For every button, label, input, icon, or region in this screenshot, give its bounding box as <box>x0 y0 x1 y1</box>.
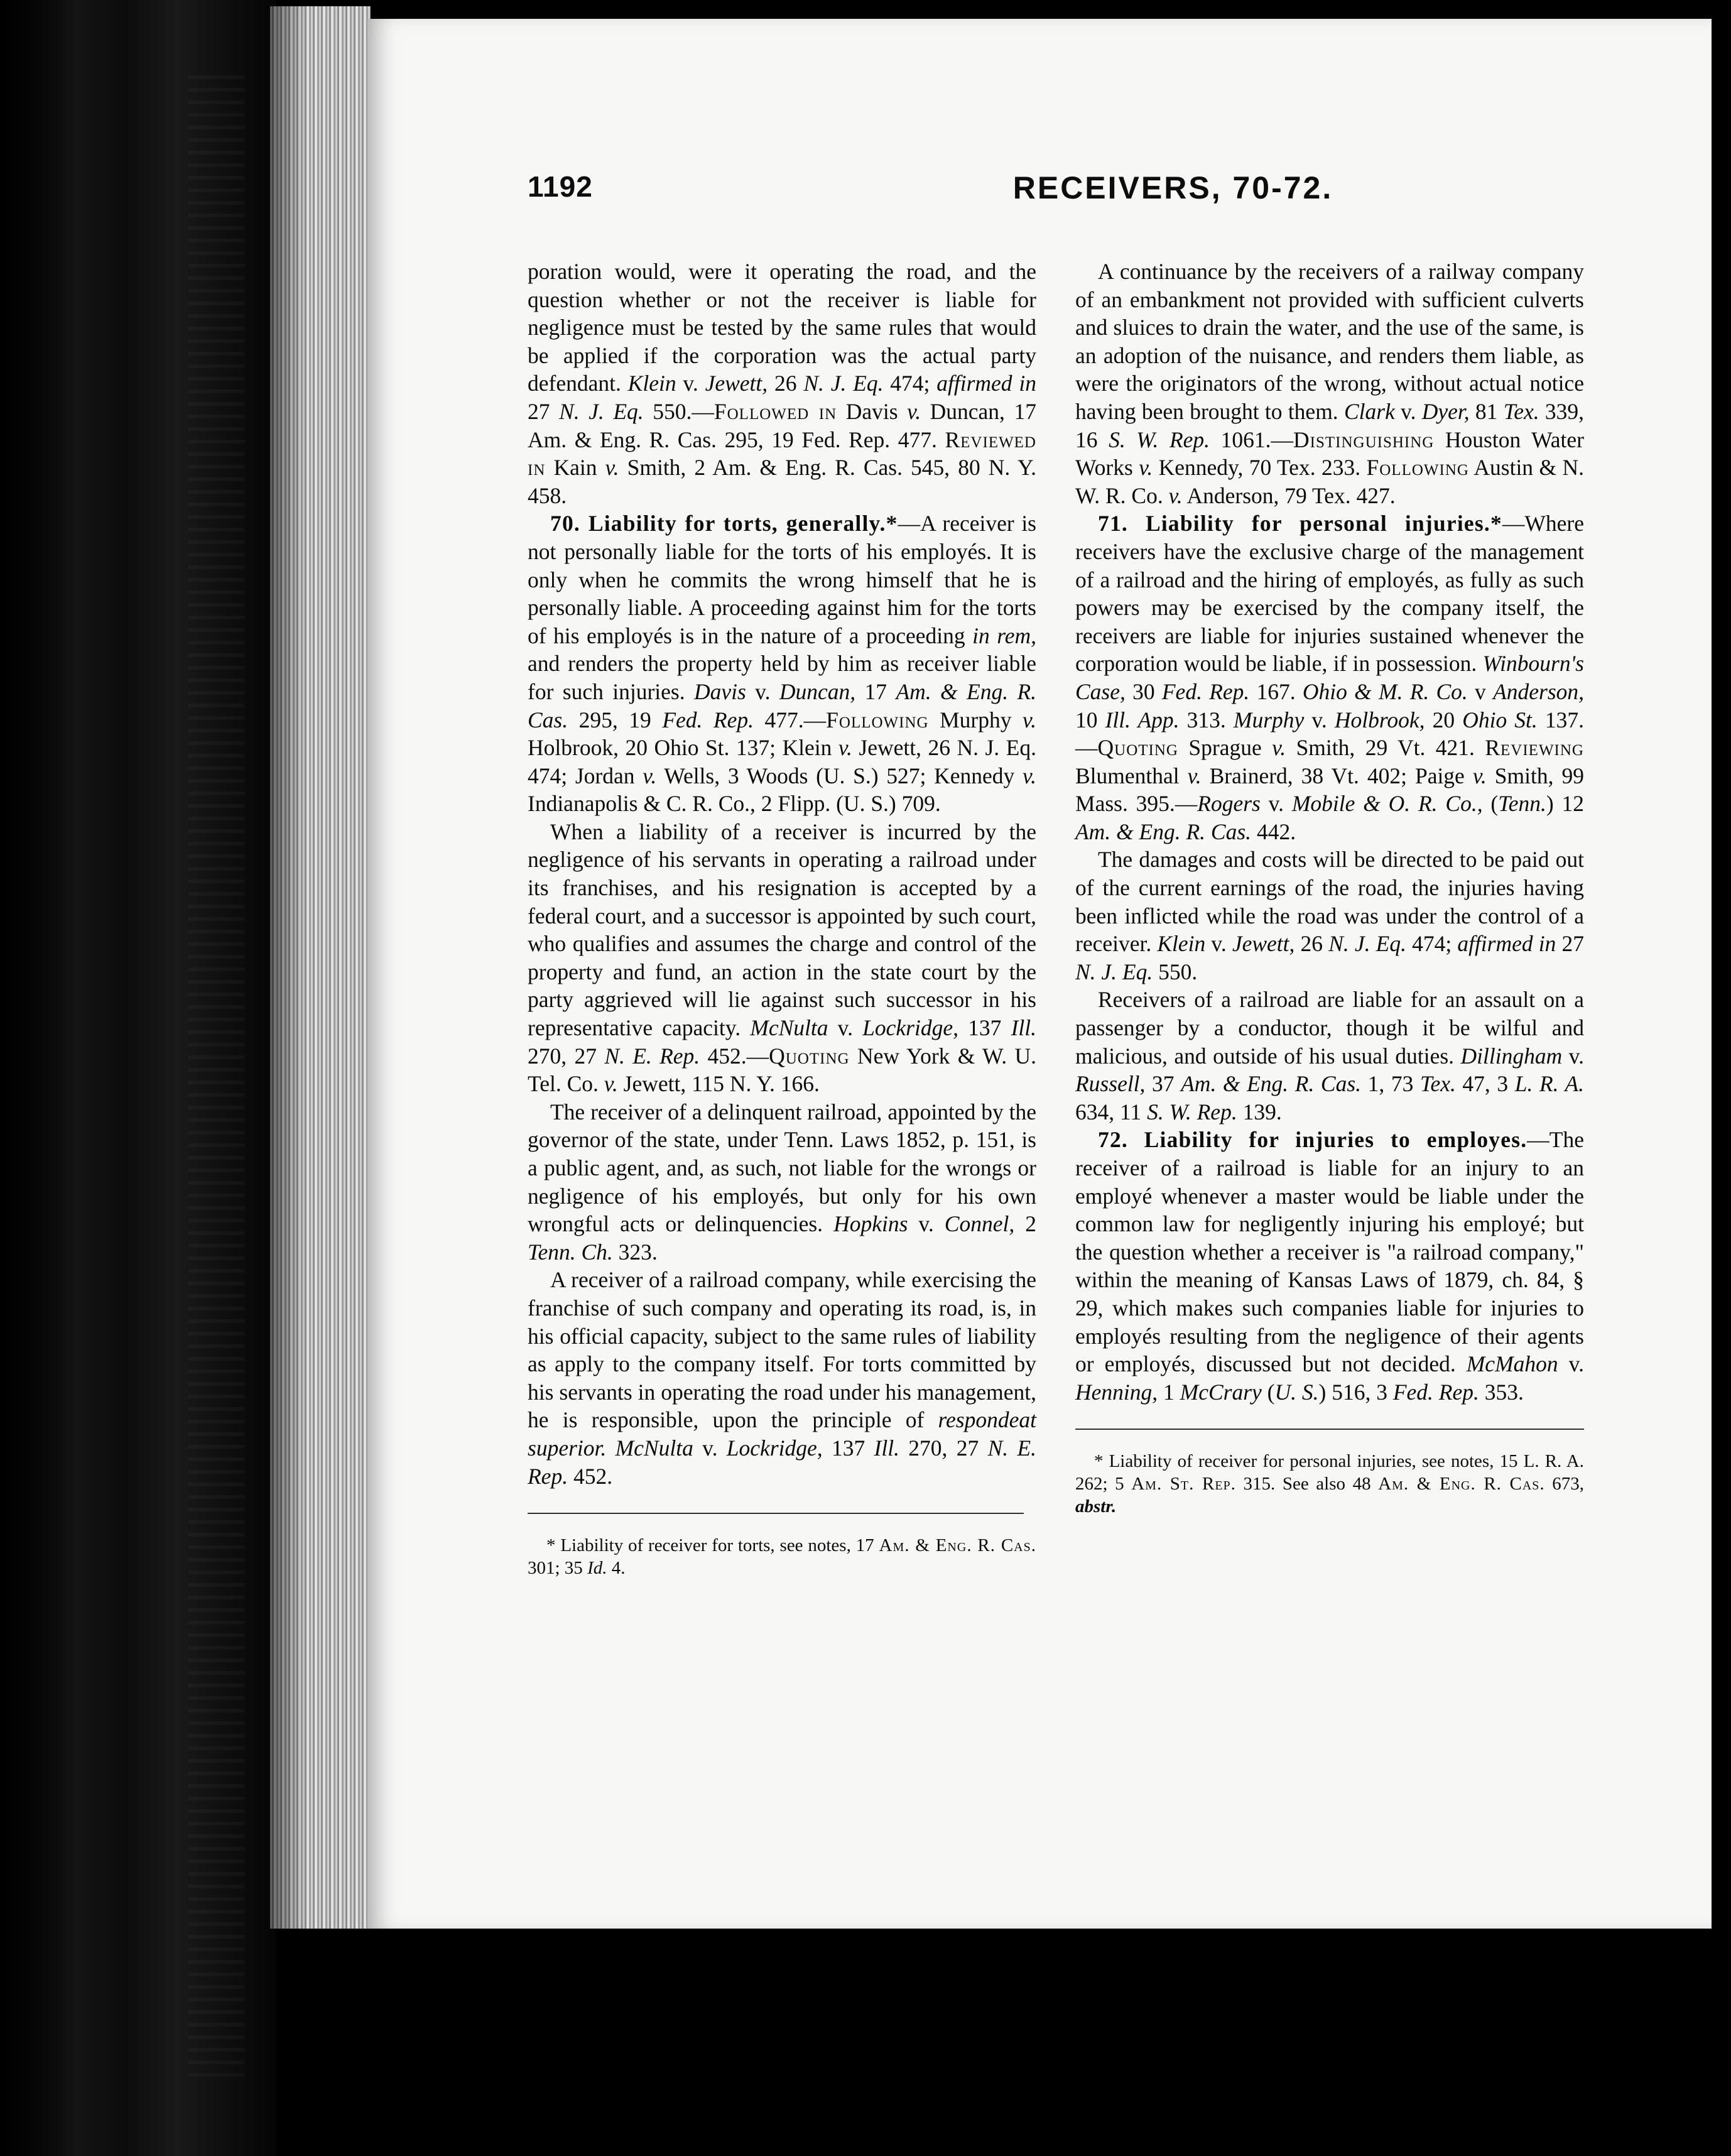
section-71: 71. Liability for personal injuries.*—Where receivers have the exclusive charge of the management of a railroad and the hiring of employés, as fully as such powers may be exercised by the company itself, the receivers are liable for injuries sustained whenever the corporation would be liable, if in possession. Winbourn's Case, 30 Fed. Rep. 167. Ohio & M. R. Co. v Anderson, 10 Ill. App. 313. Murphy v. Holbrook, 20 Ohio St. 137.—Quoting Sprague v. Smith, 29 Vt. 421. Reviewing Blumenthal v. Brainerd, 38 Vt. 402; Paige v. Smith, 99 Mass. 395.—Rogers v. Mobile & O. R. Co., (Tenn.) 12 Am. & Eng. R. Cas. 442. <box>1075 511 1585 844</box>
footnote-divider <box>528 1513 1024 1514</box>
section-72-heading: 72. Liability for injuries to employes. <box>1098 1127 1528 1153</box>
right-column <box>1075 258 1584 1518</box>
running-head <box>528 170 1693 226</box>
footnote-personal-injuries: * Liability of receiver for personal injuries, see notes, 15 L. R. A. 262; 5 Am. St. Rep. 315. See also 48 Am. & Eng. R. Cas. 673, abstr. <box>1075 1451 1585 1517</box>
paragraph-embankment: A continuance by the receivers of a railway company of an embankment not provided with sufficient culverts and sluices to drain the water, and the use of the same, is an adoption of the nuisance, and renders them liable, as were the originators of the wrong, without actual notice having been brought to them. Clark v. Dyer, 81 Tex. 339, 16 S. W. Rep. 1061.—Distinguishing Houston Water Works v. Kennedy, 70 Tex. 233. Following Austin & N. W. R. Co. v. Anderson, 79 Tex. 427. <box>1075 259 1585 508</box>
section-71-heading: 71. Liability for personal injuries.* <box>1098 511 1502 536</box>
page-title: RECEIVERS, 70-72. <box>1012 170 1333 205</box>
paragraph-continuation: poration would, were it operating the road, and the question whether or not the receiver is liable for negligence must be tested by the same rules that would be applied if the corporation was the actual party defendant. Klein v. Jewett, 26 N. J. Eq. 474; affirmed in 27 N. J. Eq. 550.—Followed in Davis v. Duncan, 17 Am. & Eng. R. Cas. 295, 19 Fed. Rep. 477. Reviewed in Kain v. Smith, 2 Am. & Eng. R. Cas. 545, 80 N. Y. 458. <box>528 259 1036 508</box>
paragraph-assault: Receivers of a railroad are liable for an assault on a passenger by a conductor, though it be wilful and malicious, and outside of his usual duties. Dillingham v. Russell, 37 Am. & Eng. R. Cas. 1, 73 Tex. 47, 3 L. R. A. 634, 11 S. W. Rep. 139. <box>1075 987 1585 1124</box>
left-column <box>528 258 1036 1579</box>
section-70-heading: 70. Liability for torts, generally.* <box>550 511 898 536</box>
footnote-torts: * Liability of receiver for torts, see notes, 17 Am. & Eng. R. Cas. 301; 35 Id. 4. <box>528 1535 1036 1579</box>
paragraph-successor: When a liability of a receiver is incurred by the negligence of his servants in operating a railroad under its franchises, and his resignation is accepted by a federal court, and a successor is appointed by such court, who qualifies and assumes the charge and control of the property and fund, an action in the state court by the party aggrieved will lie against such successor in his representative capacity. McNulta v. Lockridge, 137 Ill. 270, 27 N. E. Rep. 452.—Quoting New York & W. U. Tel. Co. v. Jewett, 115 N. Y. 166. <box>528 819 1037 1097</box>
section-72: 72. Liability for injuries to employes.—The receiver of a railroad is liable for an injury to an employé whenever a master would be liable under the common law for negligently injuring his employé; but the question whether a receiver is "a railroad company," within the meaning of Kansas Laws of 1879, ch. 84, § 29, which makes such companies liable for injuries to employés resulting from the negligence of their agents or employés, discussed but not decided. McMahon v. Henning, 1 McCrary (U. S.) 516, 3 Fed. Rep. 353. <box>1075 1127 1584 1405</box>
paragraph-delinquent-railroad: The receiver of a delinquent railroad, appointed by the governor of the state, under Tenn. Laws 1852, p. 151, is a public agent, and, as such, not liable for the wrongs or negligence of his employés, but only for his own wrongful acts or delinquencies. Hopkins v. Connel, 2 Tenn. Ch. 323. <box>528 1099 1036 1265</box>
book-binding <box>0 0 276 2156</box>
paragraph-damages: The damages and costs will be directed to be paid out of the current earnings of the road, the injuries having been inflicted while the road was under the control of a receiver. Klein v. Jewett, 26 N. J. Eq. 474; affirmed in 27 N. J. Eq. 550. <box>1075 847 1585 984</box>
paragraph-franchise: A receiver of a railroad company, while exercising the franchise of such company and operating its road, is, in his official capacity, subject to the same rules of liability as apply to the company itself. For torts committed by his servants in operating the road under his management, he is responsible, upon the principle of respondeat superior. McNulta v. Lockridge, 137 Ill. 270, 27 N. E. Rep. 452. <box>528 1267 1036 1489</box>
book-page <box>367 19 1712 1929</box>
page-edges <box>270 6 371 1929</box>
page-number: 1192 <box>528 170 593 203</box>
section-70: 70. Liability for torts, generally.*—A receiver is not personally liable for the torts of his employés. It is only when he commits the wrong himself that he is personally liable. A proceeding against him for the torts of his employés is in the nature of a proceeding in rem, and renders the property held by him as receiver liable for such injuries. Davis v. Duncan, 17 Am. & Eng. R. Cas. 295, 19 Fed. Rep. 477.—Following Murphy v. Holbrook, 20 Ohio St. 137; Klein v. Jewett, 26 N. J. Eq. 474; Jordan v. Wells, 3 Woods (U. S.) 527; Kennedy v. Indianapolis & C. R. Co., 2 Flipp. (U. S.) 709. <box>528 511 1037 817</box>
footnote-divider <box>1075 1429 1584 1430</box>
